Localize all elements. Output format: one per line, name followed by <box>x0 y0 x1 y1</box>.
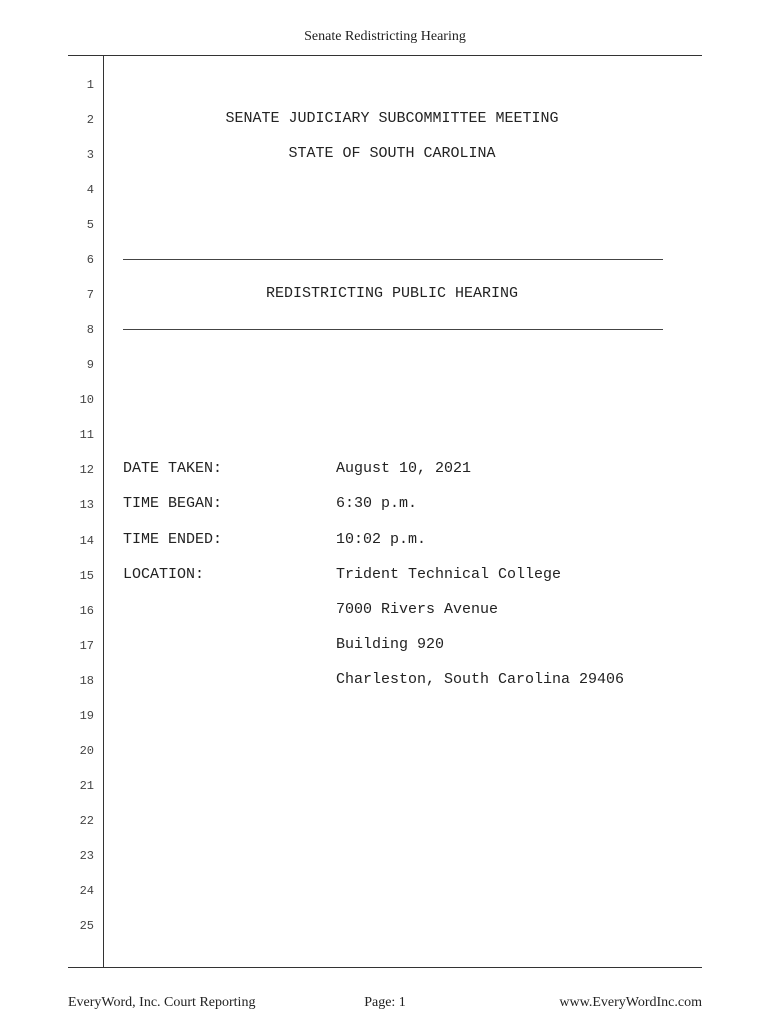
line-number: 7 <box>86 288 94 303</box>
line-number: 11 <box>79 428 94 443</box>
line-number: 9 <box>86 358 94 373</box>
line-number: 18 <box>79 673 94 688</box>
line-number: 23 <box>79 848 94 863</box>
transcript-line <box>0 566 770 586</box>
line-number: 13 <box>79 498 94 513</box>
transcript-line <box>0 75 770 95</box>
transcript-line <box>0 531 770 551</box>
transcript-line <box>0 706 770 726</box>
field-value: 10:02 p.m. <box>336 530 427 548</box>
line-number: 22 <box>79 813 94 828</box>
line-number: 3 <box>86 148 94 163</box>
field-value: August 10, 2021 <box>336 460 472 478</box>
footer-page-number: Page: 1 <box>364 995 406 1010</box>
transcript-line <box>0 425 770 445</box>
field-value: Building 920 <box>336 635 445 653</box>
transcript-line <box>0 671 770 691</box>
line-number: 20 <box>79 743 94 758</box>
centered-heading: SENATE JUDICIARY SUBCOMMITTEE MEETING <box>225 110 559 128</box>
line-number: 17 <box>79 638 94 653</box>
footer-website: www.EveryWordInc.com <box>559 995 702 1010</box>
transcript-line <box>0 145 770 165</box>
transcript-line <box>0 355 770 375</box>
transcript-line <box>0 285 770 305</box>
transcript-line <box>0 741 770 761</box>
line-number: 21 <box>79 778 94 793</box>
centered-heading: STATE OF SOUTH CAROLINA <box>288 145 496 163</box>
separator-rule <box>123 329 663 330</box>
field-value: Charleston, South Carolina 29406 <box>336 670 625 688</box>
transcript-line <box>0 215 770 235</box>
line-number: 15 <box>79 568 94 583</box>
transcript-line <box>0 846 770 866</box>
transcript-line <box>0 495 770 515</box>
field-label: TIME BEGAN: <box>123 495 223 513</box>
transcript-line <box>0 776 770 796</box>
transcript-line <box>0 110 770 130</box>
line-number: 24 <box>79 883 94 898</box>
transcript-line <box>0 916 770 936</box>
transcript-line <box>0 811 770 831</box>
line-number: 12 <box>79 463 94 478</box>
transcript-line <box>0 601 770 621</box>
page-header-title: Senate Redistricting Hearing <box>304 29 466 44</box>
transcript-line <box>0 180 770 200</box>
line-number: 5 <box>86 218 94 233</box>
field-value: 7000 Rivers Avenue <box>336 600 499 618</box>
line-number: 6 <box>86 253 94 268</box>
line-number: 8 <box>86 323 94 338</box>
line-number: 14 <box>79 533 94 548</box>
line-number: 2 <box>86 113 94 128</box>
line-number: 19 <box>79 708 94 723</box>
line-number: 10 <box>79 393 94 408</box>
transcript-line <box>0 881 770 901</box>
centered-heading: REDISTRICTING PUBLIC HEARING <box>265 285 519 303</box>
line-number: 4 <box>86 183 94 198</box>
footer-rule <box>68 967 702 968</box>
field-label: DATE TAKEN: <box>123 460 223 478</box>
field-value: Trident Technical College <box>336 565 562 583</box>
transcript-line <box>0 320 770 340</box>
field-label: LOCATION: <box>123 565 205 583</box>
transcript-line <box>0 636 770 656</box>
transcript-line <box>0 460 770 480</box>
separator-rule <box>123 259 663 260</box>
field-label: TIME ENDED: <box>123 530 223 548</box>
transcript-line <box>0 390 770 410</box>
line-number: 25 <box>79 918 94 933</box>
header-rule <box>68 55 702 56</box>
line-number: 16 <box>79 603 94 618</box>
footer-company: EveryWord, Inc. Court Reporting <box>68 995 256 1010</box>
transcript-line <box>0 250 770 270</box>
line-number: 1 <box>86 78 94 92</box>
field-value: 6:30 p.m. <box>336 495 418 513</box>
